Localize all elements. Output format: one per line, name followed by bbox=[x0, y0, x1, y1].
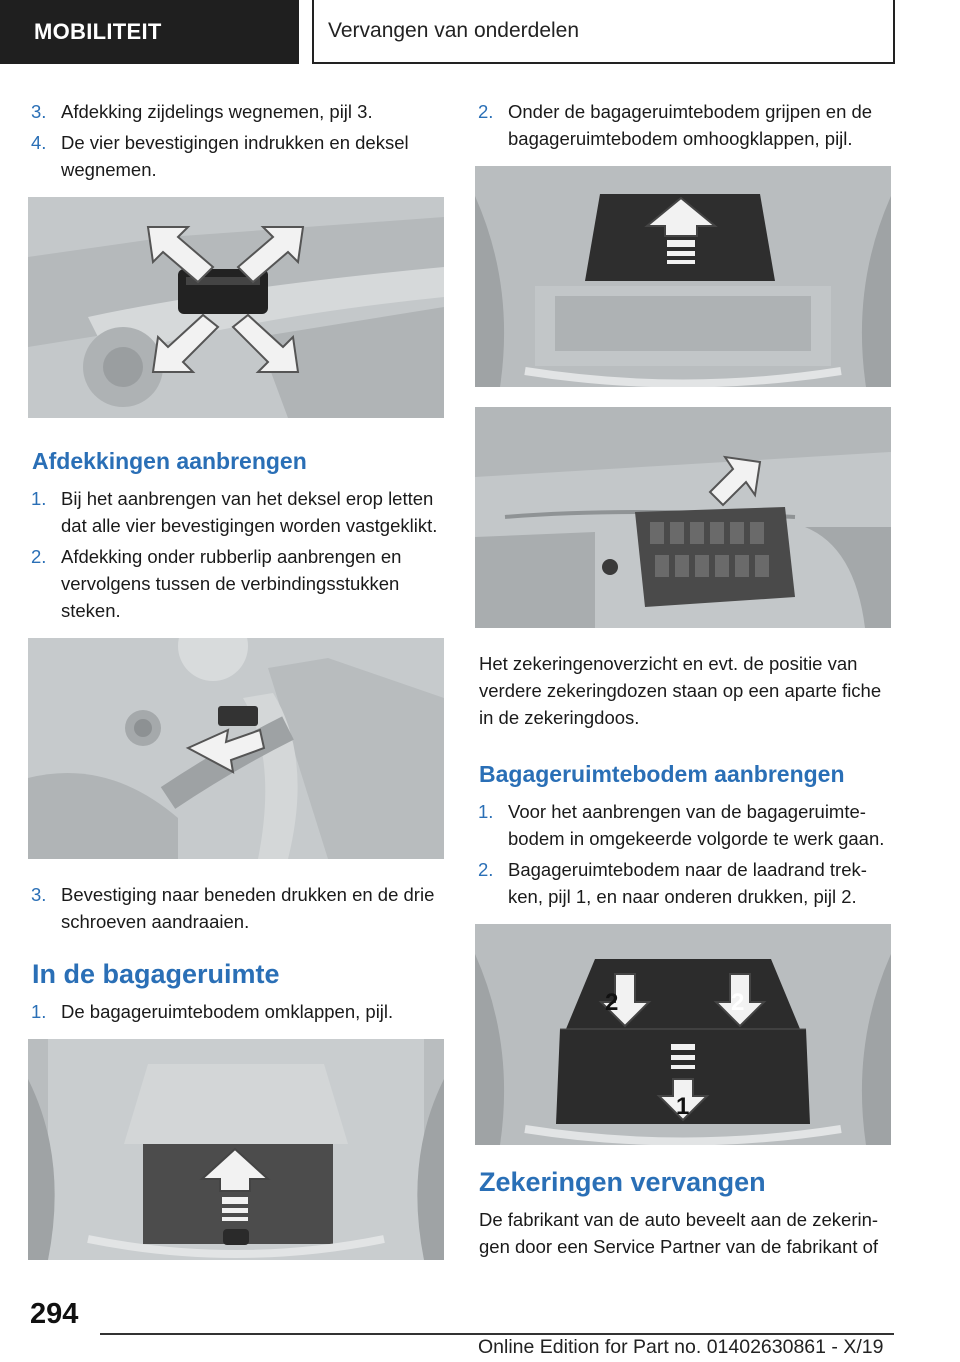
step-item bbox=[475, 856, 891, 910]
step-item bbox=[28, 98, 444, 125]
figure-trunk-floor-install bbox=[475, 924, 891, 1145]
figure-cover-clips bbox=[28, 197, 444, 418]
step-number: 1. bbox=[31, 1001, 47, 1022]
step-item bbox=[475, 98, 891, 152]
arrow-label-1: 1 bbox=[676, 1093, 690, 1120]
step-text: Afdekking zijdelings wegnemen, pijl 3. bbox=[61, 101, 373, 122]
heading-bagageruimte: In de bagageruimte bbox=[32, 959, 280, 989]
step-text: Bevestiging naar beneden drukken en de drie schroeven aandraaien. bbox=[61, 884, 435, 932]
arrow-label-2-left: 2 bbox=[605, 989, 619, 1016]
step-item bbox=[28, 485, 444, 539]
step-number: 2. bbox=[478, 101, 494, 122]
step-number: 3. bbox=[31, 884, 47, 905]
figure-trunk-floor-lift bbox=[475, 166, 891, 387]
left-column bbox=[28, 98, 444, 1282]
step-number: 4. bbox=[31, 132, 47, 153]
heading-zekeringen-vervangen: Zekeringen vervangen bbox=[479, 1167, 766, 1197]
step-text: Voor het aanbrengen van de bagageruimtebodem in omgekeerde volgorde te werk gaan. bbox=[508, 801, 885, 849]
right-column bbox=[475, 98, 891, 1260]
heading-afdekkingen: Afdekkingen aanbrengen bbox=[32, 448, 307, 474]
arrow-label-2-right: 2 bbox=[731, 989, 745, 1016]
step-item bbox=[28, 881, 444, 935]
step-text: De vier bevestigingen indrukken en deksel wegnemen. bbox=[61, 132, 409, 180]
chapter-tab: MOBILITEIT bbox=[0, 0, 299, 64]
step-number: 1. bbox=[478, 801, 494, 822]
footer-edition: Online Edition for Part no. 01402630861 - X/19 bbox=[478, 1336, 884, 1358]
step-number: 1. bbox=[31, 488, 47, 509]
step-item bbox=[28, 543, 444, 624]
figure-rubber-lip bbox=[28, 638, 444, 859]
step-text: Afdekking onder rubberlip aanbrengen en vervolgens tussen de verbindingsstukken steken. bbox=[61, 546, 402, 621]
step-number: 2. bbox=[478, 859, 494, 880]
step-item bbox=[28, 998, 444, 1025]
fuse-replace-text: De fabrikant van de auto beveelt aan de zekeringen door een Service Partner van de fabrikant of bbox=[479, 1209, 879, 1257]
step-text: Bij het aanbrengen van het deksel erop letten dat alle vier bevestigingen worden vastgeklikt. bbox=[61, 488, 438, 536]
step-item bbox=[28, 129, 444, 183]
step-number: 2. bbox=[31, 546, 47, 567]
page-number: 294 bbox=[30, 1298, 79, 1330]
figure-fuse-box bbox=[475, 407, 891, 628]
figure-trunk-floor-flip bbox=[28, 1039, 444, 1260]
step-text: De bagageruimtebodem omklappen, pijl. bbox=[61, 1001, 394, 1022]
fuse-overview-note: Het zekeringenoverzicht en evt. de positie van verdere zekeringdozen staan op een aparte fiche in de zekeringdoos. bbox=[479, 653, 882, 728]
step-text: Bagageruimtebodem naar de laadrand trekken, pijl 1, en naar onderen drukken, pijl 2. bbox=[508, 859, 867, 907]
step-text: Onder de bagageruimtebodem grijpen en de bagageruimtebodem omhoogklappen, pijl. bbox=[508, 101, 873, 149]
footer-divider bbox=[100, 1333, 894, 1335]
section-title: Vervangen van onderdelen bbox=[312, 0, 895, 64]
step-item bbox=[475, 798, 891, 852]
step-number: 3. bbox=[31, 101, 47, 122]
heading-bodem-aanbrengen: Bagageruimtebodem aanbrengen bbox=[479, 761, 845, 787]
